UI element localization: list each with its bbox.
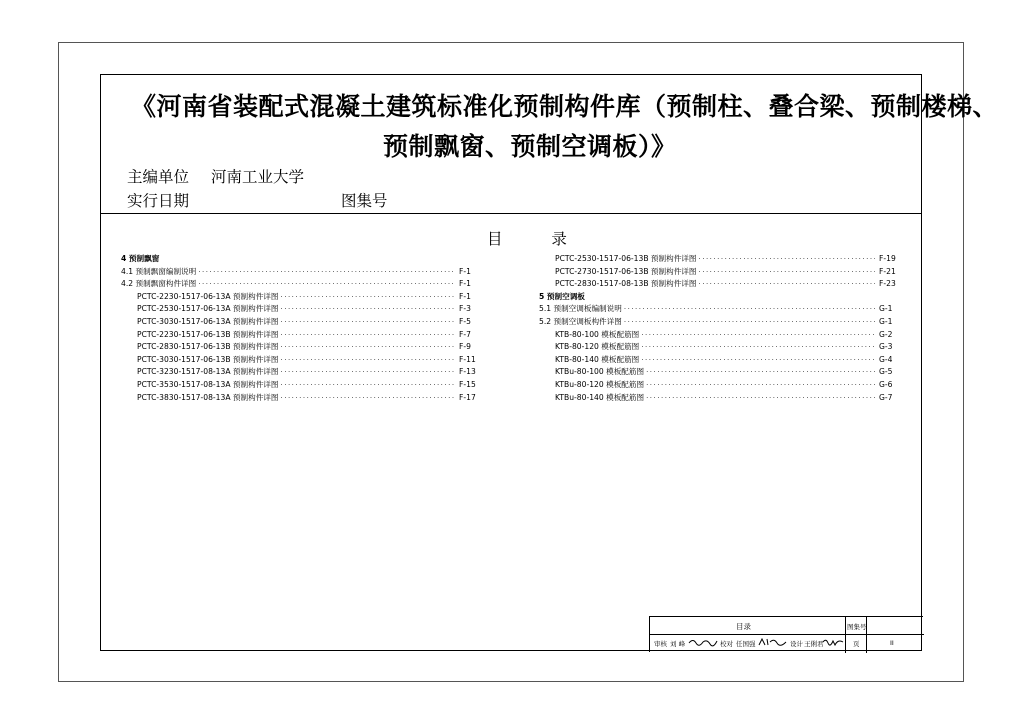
toc-entry-label: PCTC-2830-1517-06-13B 预制构件详图 [137,342,279,352]
toc-entry-page: G-4 [879,354,893,364]
design-label: 设计 [790,640,803,648]
editor-value: 河南工业大学 [211,168,305,186]
toc-entry [121,291,481,304]
check-label: 校对 [720,640,733,648]
toc-entry-page: F-13 [459,367,476,377]
toc-leader-dots [641,329,875,342]
toc-title: 目 录 [487,230,589,248]
toc-entry-label: PCTC-3530-1517-08-13A 预制构件详图 [137,379,279,389]
toc-leader-dots [281,291,456,304]
toc-entry-label: 5.1 预制空调板编制说明 [539,304,622,314]
toc-entry-page: F-1 [459,279,471,289]
toc-entry-page: F-21 [879,266,896,276]
toc-leader-dots [699,253,876,266]
toc-entry-page: F-3 [459,304,471,314]
toc-leader-dots [281,316,456,329]
toc-entry [121,266,481,279]
toc-entry [539,303,901,316]
toc-entry-label: PCTC-2530-1517-06-13A 预制构件详图 [137,304,279,314]
toc-entry [539,253,901,266]
toc-entry-page: F-1 [459,291,471,301]
toc-leader-dots [641,354,875,367]
toc-leader-dots [281,379,456,392]
toc-entry-page: G-7 [879,392,893,402]
toc-entry-label: 5.2 预制空调板构件详图 [539,316,622,326]
editor-label: 主编单位 [127,168,190,186]
toc-leader-dots [646,379,875,392]
toc-entry [539,366,901,379]
page-value: II [890,639,894,647]
toc-entry-label: KTB-80-140 模板配筋图 [555,354,640,364]
toc-entry [121,366,481,379]
check-name: 任国强 [736,640,756,648]
toc-entry [539,354,901,367]
toc-entry-page: F-9 [459,342,471,352]
atlas-number-label: 图集号 [341,192,388,210]
toc-entry [539,266,901,279]
toc-entry-page: F-11 [459,354,476,364]
toc-entry-page: F-23 [879,279,896,289]
toc-leader-dots [641,341,875,354]
title-block [649,616,923,652]
toc-entry [121,329,481,342]
toc-leader-dots [281,303,456,316]
review-name: 刘 峰 [670,640,686,648]
toc-entry-label: PCTC-2530-1517-06-13B 预制构件详图 [555,254,697,263]
toc-entry-page: F-19 [879,254,896,263]
header-divider [101,213,921,214]
toc-entry [121,278,481,291]
document-title-line2: 预制飘窗、预制空调板）》 [383,132,677,161]
toc-entry [539,341,901,354]
toc-right-column [539,253,901,404]
toc-entry-label: PCTC-3030-1517-06-13A 预制构件详图 [137,316,279,326]
toc-entry-label: 5 预制空调板 [539,291,585,301]
title-block-divider [650,634,924,635]
toc-leader-dots [281,392,456,405]
drawing-frame [100,74,999,651]
toc-entry-page: G-1 [879,316,893,326]
toc-leader-dots [624,303,875,316]
toc-entry-label: KTBu-80-140 模板配筋图 [555,392,645,402]
toc-entry-page: F-17 [459,392,476,402]
toc-leader-dots [198,266,455,279]
toc-leader-dots [699,266,876,279]
toc-entry-label: KTBu-80-100 模板配筋图 [555,367,645,377]
design-name: 王俐君 [804,640,824,648]
title-block-vline [845,617,846,653]
toc-entry [121,354,481,367]
toc-leader-dots [646,392,875,405]
toc-leader-dots [699,278,876,291]
toc-entry-page: G-3 [879,342,893,352]
toc-entry-page: F-5 [459,316,471,326]
document-title-line1: 《河南省装配式混凝土建筑标准化预制构件库（预制柱、叠合梁、预制楼梯、 [131,92,999,121]
toc-entry-page: G-1 [879,304,893,314]
toc-entry [539,392,901,405]
toc-entry-label: PCTC-2830-1517-08-13B 预制构件详图 [555,279,697,289]
toc-entry-page: F-7 [459,329,471,339]
toc-entry [539,329,901,342]
toc-entry [539,278,901,291]
review-label: 审核 [654,640,667,648]
date-label: 实行日期 [127,192,190,210]
page-label: 页 [853,640,860,648]
toc-leader-dots [281,366,456,379]
toc-entry-page: G-5 [879,367,893,377]
toc-leader-dots [198,278,455,291]
toc-left-column [121,253,481,404]
toc-entry-page: G-6 [879,379,893,389]
toc-entry [539,379,901,392]
toc-leader-dots [281,354,456,367]
toc-entry-label: PCTC-2230-1517-06-13A 预制构件详图 [137,291,279,301]
toc-leader-dots [281,329,456,342]
review-signature [688,637,718,647]
toc-entry-label: KTB-80-120 模板配筋图 [555,342,640,352]
toc-entry-label: PCTC-3030-1517-06-13B 预制构件详图 [137,354,279,364]
toc-leader-dots [646,366,875,379]
toc-entry-label: KTB-80-100 模板配筋图 [555,329,640,339]
design-signature [822,637,844,647]
toc-entry-page: G-2 [879,329,893,339]
toc-entry [539,316,901,329]
toc-entry-label: PCTC-3830-1517-08-13A 预制构件详图 [137,392,279,402]
title-block-atlas-label: 图集号 [847,623,867,631]
toc-entry [121,379,481,392]
drawing-name: 目录 [736,622,751,631]
toc-entry [121,316,481,329]
toc-entry [539,291,901,304]
toc-entry-label: PCTC-3230-1517-08-13A 预制构件详图 [137,367,279,377]
toc-entry-label: KTBu-80-120 模板配筋图 [555,379,645,389]
toc-entry-label: 4.2 预制飘窗构件详图 [121,279,197,289]
toc-entry [121,392,481,405]
check-signature [758,637,788,647]
toc-entry [121,303,481,316]
toc-entry-page: F-15 [459,379,476,389]
toc-entry-label: PCTC-2230-1517-06-13B 预制构件详图 [137,329,279,339]
toc-entry-label: 4.1 预制飘窗编制说明 [121,266,197,276]
toc-leader-dots [624,316,875,329]
toc-entry [121,341,481,354]
toc-entry-label: 4 预制飘窗 [121,254,160,263]
toc-entry [121,253,481,266]
toc-entry-label: PCTC-2730-1517-06-13B 预制构件详图 [555,266,697,276]
toc-leader-dots [281,341,456,354]
toc-entry-page: F-1 [459,266,471,276]
